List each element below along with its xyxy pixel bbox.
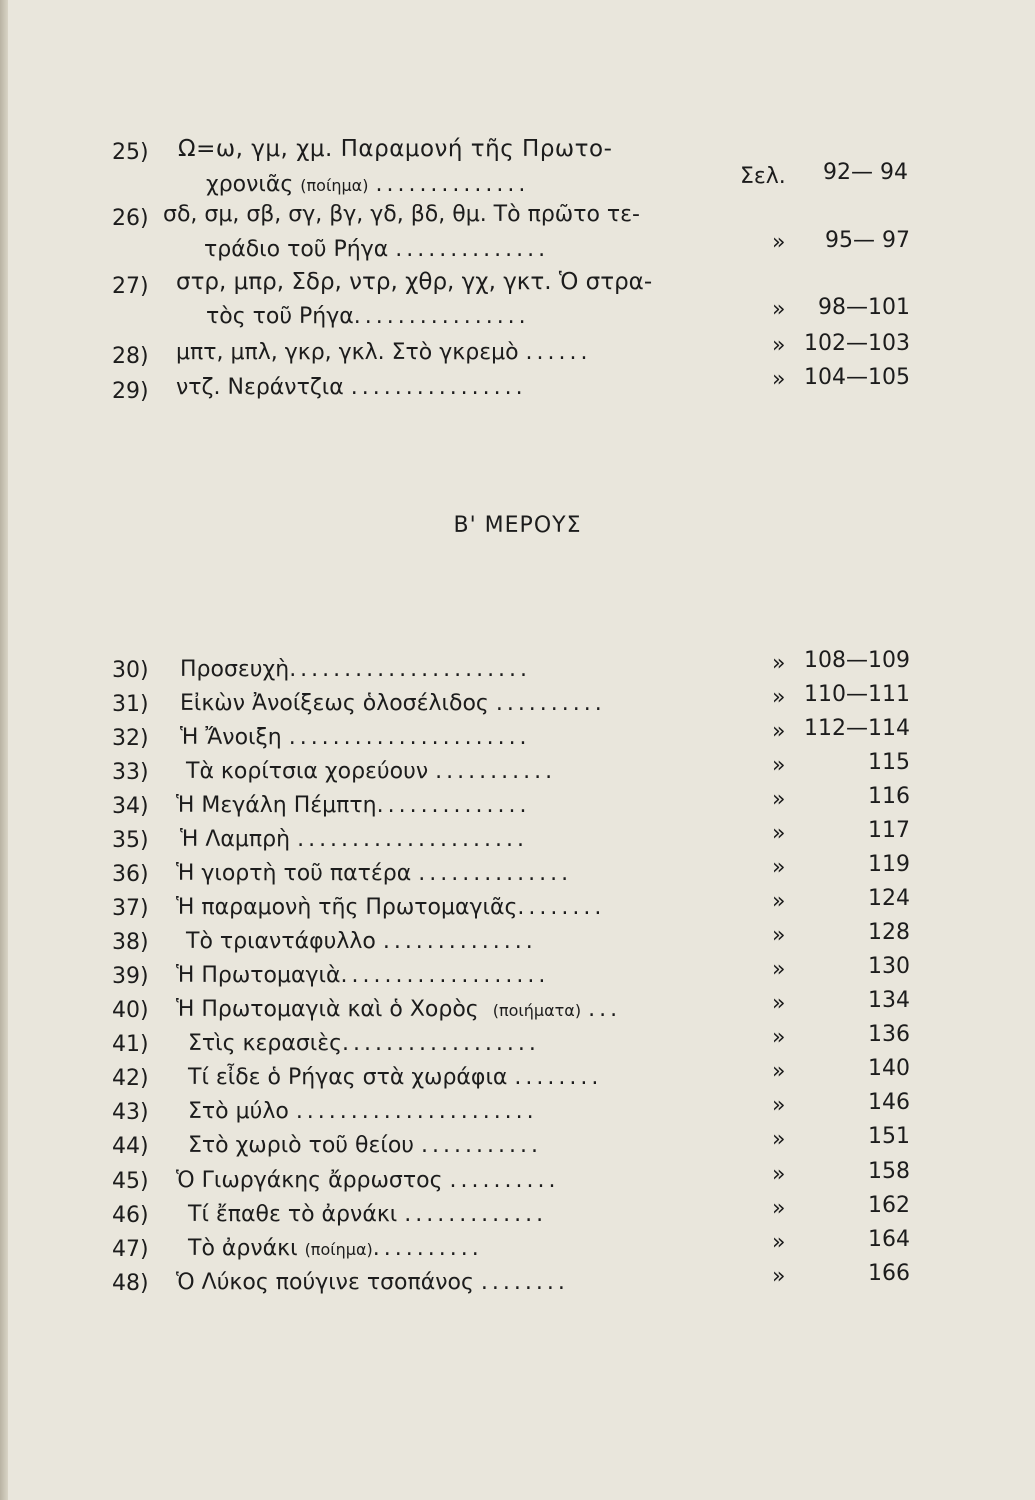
page-range: 116: [868, 784, 910, 809]
page-prefix: »: [772, 333, 786, 358]
entry-title: Ἡ Πρωτομαγιὰ καὶ ὁ Χορὸς (ποιήματα) ...: [176, 997, 622, 1022]
page-prefix: »: [772, 1264, 786, 1289]
entry-number: 38): [112, 930, 149, 955]
entry-number: 43): [112, 1100, 149, 1125]
section-heading: Β' ΜΕΡΟΥΣ: [453, 513, 582, 538]
entry-number: 27): [112, 274, 149, 299]
entry-title: Ἡ Ἄνοιξη ......................: [180, 725, 531, 750]
page-range: 108—109: [804, 648, 910, 673]
entry-number: 29): [112, 379, 149, 404]
page-prefix: »: [772, 1093, 786, 1118]
page-range: 119: [868, 852, 910, 877]
entry-title: Στὸ μύλο ......................: [188, 1099, 538, 1124]
page-range: 104—105: [804, 365, 910, 390]
entry-title: Ἡ Μεγάλη Πέμπτη..............: [176, 793, 531, 818]
page-range: 164: [868, 1227, 910, 1252]
entry-title: ντζ. Νεράντζια ................: [176, 375, 527, 400]
page-range: 140: [868, 1056, 910, 1081]
page-range: 110—111: [804, 682, 910, 707]
entry-number: 37): [112, 896, 149, 921]
entry-title: Ἡ γιορτὴ τοῦ πατέρα ..............: [176, 861, 573, 886]
entry-title-line1: σδ, σμ, σβ, σγ, βγ, γδ, βδ, θμ. Τὸ πρῶτο τε-: [163, 202, 640, 227]
page-range: 128: [868, 920, 910, 945]
page-prefix: »: [772, 753, 786, 778]
page-range: 112—114: [804, 716, 910, 741]
entry-number: 46): [112, 1203, 149, 1228]
page-prefix: »: [772, 821, 786, 846]
entry-number: 34): [112, 794, 149, 819]
page-prefix: »: [772, 889, 786, 914]
entry-number: 31): [112, 692, 149, 717]
page-prefix: »: [772, 1059, 786, 1084]
page-prefix: »: [772, 367, 786, 392]
entry-title-line2: τράδιο τοῦ Ρήγα ..............: [204, 237, 550, 262]
entry-number: 26): [112, 206, 149, 231]
entry-number: 28): [112, 344, 149, 369]
entry-title: Τί ἔπαθε τὸ ἀρνάκι .............: [188, 1202, 548, 1227]
page-prefix: »: [772, 230, 786, 255]
entry-number: 33): [112, 760, 149, 785]
page-prefix: »: [772, 923, 786, 948]
page-prefix: »: [772, 957, 786, 982]
page-range: 151: [868, 1124, 910, 1149]
page-prefix: Σελ.: [740, 164, 786, 189]
entry-number: 47): [112, 1237, 149, 1262]
page-range: 124: [868, 886, 910, 911]
page-prefix: »: [772, 685, 786, 710]
page-prefix: »: [772, 991, 786, 1016]
page-range: 92— 94: [823, 160, 908, 185]
page-range: 115: [868, 750, 910, 775]
entry-number: 40): [112, 998, 149, 1023]
page-range: 98—101: [818, 295, 910, 320]
entry-title-line1: Ω=ω, γμ, χμ. Παραμονή τῆς Πρωτο-: [178, 136, 613, 162]
entry-title: Τὸ ἀρνάκι (ποίημα)..........: [188, 1236, 483, 1261]
entry-title: Ὁ Γιωργάκης ἄρρωστος ..........: [176, 1168, 560, 1193]
page-range: 166: [868, 1261, 910, 1286]
entry-title: Στὶς κερασιὲς..................: [188, 1031, 540, 1056]
entry-number: 42): [112, 1066, 149, 1091]
entry-title: μπτ, μπλ, γκρ, γκλ. Στὸ γκρεμὸ ......: [176, 340, 592, 365]
page-prefix: »: [772, 651, 786, 676]
entry-title: Ὁ Λύκος πούγινε τσοπάνος ........: [176, 1270, 569, 1295]
entry-number: 41): [112, 1032, 149, 1057]
page-range: 158: [868, 1159, 910, 1184]
page-prefix: »: [772, 1025, 786, 1050]
page-edge: [0, 0, 8, 1500]
page-range: 162: [868, 1193, 910, 1218]
page-prefix: »: [772, 1127, 786, 1152]
page-prefix: »: [772, 787, 786, 812]
page-prefix: »: [772, 719, 786, 744]
entry-title-line2: τὸς τοῦ Ρήγα................: [206, 304, 530, 329]
entry-number: 35): [112, 828, 149, 853]
entry-title: Ἡ Πρωτομαγιὰ...................: [176, 963, 550, 988]
entry-title-line2: χρονιᾶς (ποίημα) ..............: [206, 172, 530, 197]
entry-number: 44): [112, 1134, 149, 1159]
entry-number: 32): [112, 726, 149, 751]
entry-number: 48): [112, 1271, 149, 1296]
page-prefix: »: [772, 1162, 786, 1187]
page-prefix: »: [772, 1196, 786, 1221]
entry-title: Προσευχὴ......................: [180, 657, 532, 682]
entry-title: Ἡ παραμονὴ τῆς Πρωτομαγιᾶς........: [176, 895, 606, 920]
page-prefix: »: [772, 297, 786, 322]
entry-number: 25): [112, 140, 149, 165]
page-range: 136: [868, 1022, 910, 1047]
entry-title: Τί εἶδε ὁ Ρήγας στὰ χωράφια ........: [188, 1065, 603, 1090]
entry-number: 30): [112, 658, 149, 683]
entry-number: 36): [112, 862, 149, 887]
page-prefix: »: [772, 855, 786, 880]
page-prefix: »: [772, 1230, 786, 1255]
entry-title: Ἡ Λαμπρὴ .....................: [180, 827, 528, 852]
page-range: 130: [868, 954, 910, 979]
entry-number: 39): [112, 964, 149, 989]
entry-title: Στὸ χωριὸ τοῦ θείου ...........: [188, 1133, 542, 1158]
page-range: 117: [868, 818, 910, 843]
page-range: 146: [868, 1090, 910, 1115]
entry-title: Τὸ τριαντάφυλλο ..............: [186, 929, 537, 954]
page-range: 95— 97: [825, 228, 910, 253]
page-range: 134: [868, 988, 910, 1013]
entry-title: Τὰ κορίτσια χορεύουν ...........: [186, 759, 557, 784]
entry-title-line1: στρ, μπρ, Σδρ, ντρ, χθρ, γχ, γκτ. Ὁ στρα-: [176, 269, 653, 295]
entry-title: Εἰκὼν Ἀνοίξεως ὁλοσέλιδος ..........: [180, 691, 606, 716]
entry-number: 45): [112, 1169, 149, 1194]
page-range: 102—103: [804, 331, 910, 356]
